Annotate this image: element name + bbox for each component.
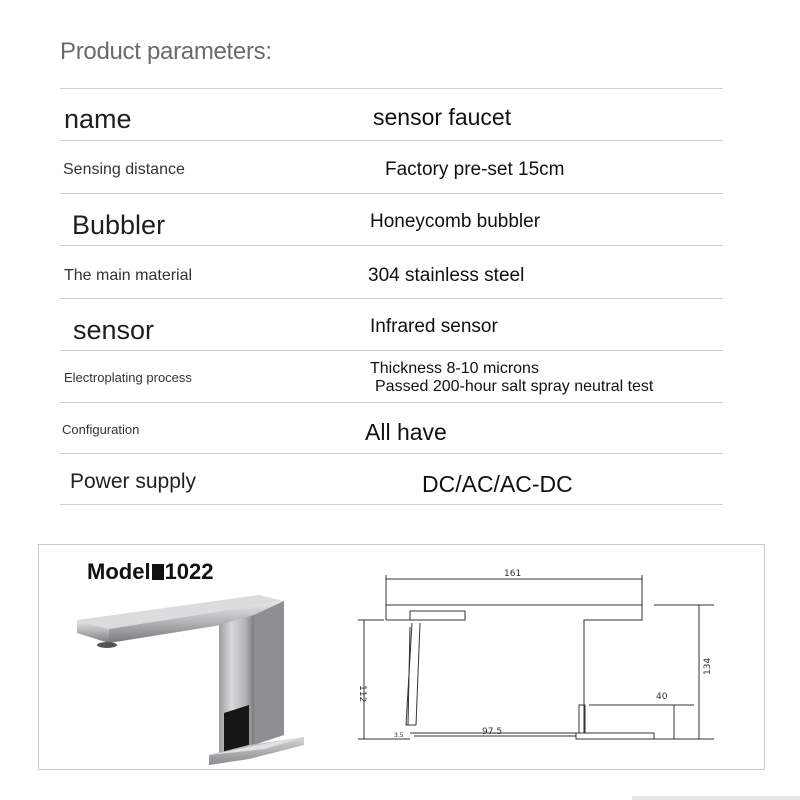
divider <box>60 298 723 299</box>
param-label-configuration: Configuration <box>62 422 140 437</box>
param-label-sensor: sensor <box>73 315 155 345</box>
divider <box>60 193 723 194</box>
dim-small: 3.5 <box>394 732 404 739</box>
param-label-bubbler: Bubbler <box>72 210 166 240</box>
dim-top: 161 <box>504 569 522 579</box>
product-drawing-panel <box>38 544 765 770</box>
model-prefix: Model <box>87 559 151 584</box>
model-number: 1022 <box>164 559 214 584</box>
dim-base-right: 40 <box>656 692 668 702</box>
param-value-electroplating-line1: Thickness 8-10 microns <box>370 360 539 377</box>
divider <box>60 140 723 141</box>
param-value-bubbler: Honeycomb bubbler <box>370 211 541 232</box>
divider <box>60 350 723 351</box>
divider <box>60 402 723 403</box>
param-label-name: name <box>64 104 132 134</box>
dim-height-left: 112 <box>357 685 367 703</box>
param-value-sensor: Infrared sensor <box>370 316 498 337</box>
model-label <box>87 559 214 585</box>
param-value-main-material: 304 stainless steel <box>368 265 525 286</box>
divider <box>60 88 723 89</box>
param-label-electroplating: Electroplating process <box>64 370 192 385</box>
technical-drawing <box>354 565 714 755</box>
divider <box>60 453 723 454</box>
faucet-photo <box>69 585 329 765</box>
page-title: Product parameters: <box>60 38 272 65</box>
bottom-strip <box>632 796 800 800</box>
param-label-power-supply: Power supply <box>70 470 197 493</box>
divider <box>60 245 723 246</box>
missing-glyph-icon <box>152 564 164 580</box>
param-value-power-supply: DC/AC/AC-DC <box>422 471 573 497</box>
param-label-sensing-distance: Sensing distance <box>63 161 185 178</box>
dim-bottom: 97.5 <box>482 727 503 737</box>
param-label-main-material: The main material <box>64 267 193 284</box>
param-value-electroplating-line2: Passed 200-hour salt spray neutral test <box>375 378 654 395</box>
param-value-name: sensor faucet <box>373 104 512 130</box>
param-value-sensing-distance: Factory pre-set 15cm <box>385 159 565 180</box>
param-value-configuration: All have <box>365 419 447 445</box>
dim-height-right: 134 <box>703 657 713 675</box>
divider <box>60 504 723 505</box>
